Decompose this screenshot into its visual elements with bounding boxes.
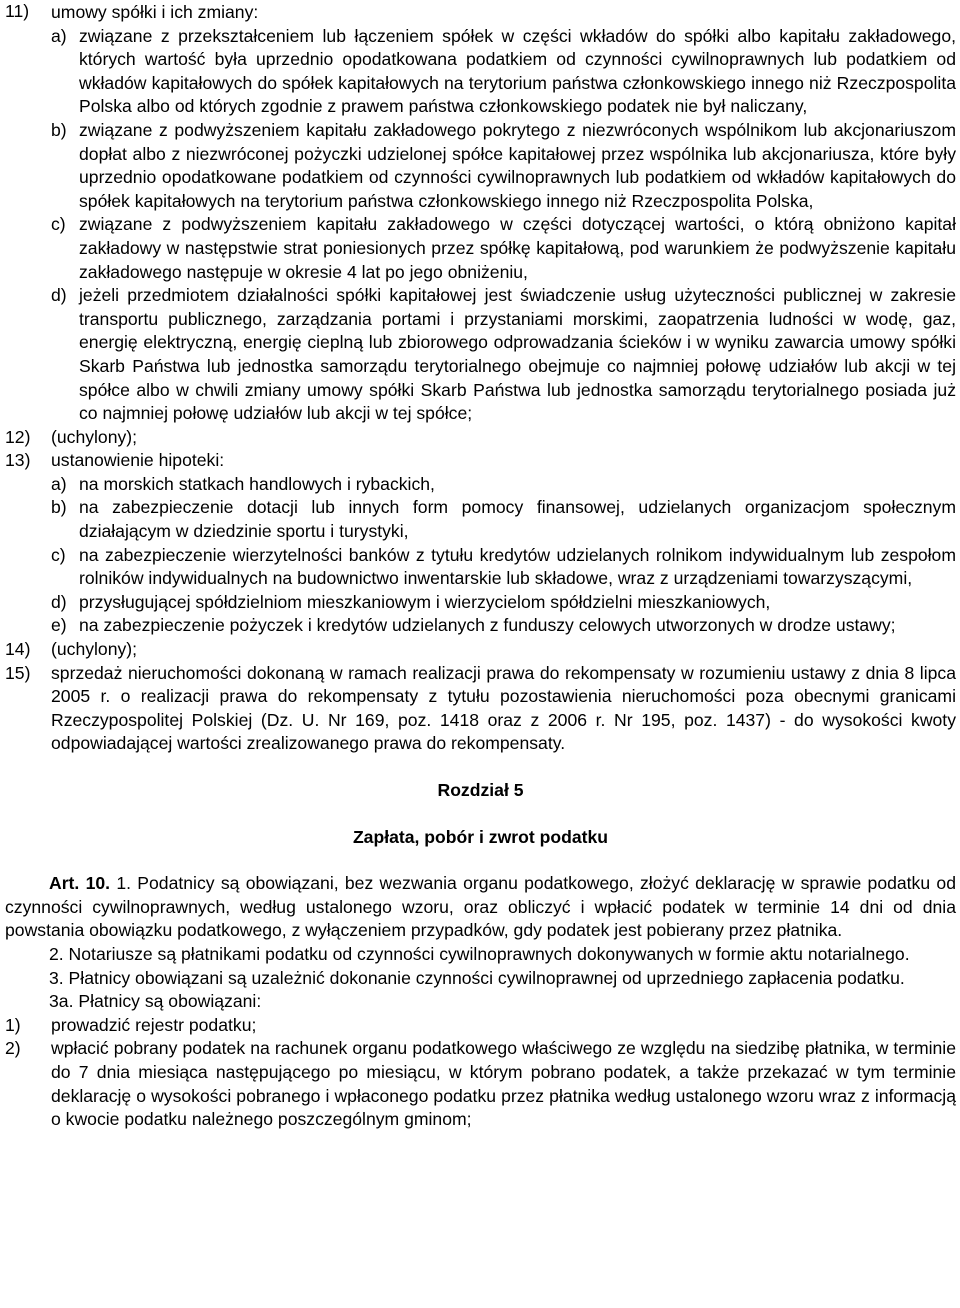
chapter-title: Zapłata, pobór i zwrot podatku: [352, 826, 609, 847]
list-item-14: [5, 638, 956, 662]
sub-item-letter: b): [51, 497, 67, 518]
sub-item-text: jeżeli przedmiotem działalności spółki kapitałowej jest świadczenie usług użyteczności publicznej w zakresie transportu publicznego, zarządzania portami i przystaniami morskimi, zaopatrzenia ludności w wodę, gaz, energię elektryczną, energię cieplną lub zbiorowego odprowadzania ścieków i w wyniku zawarcia umowy spółki Skarb Państwa lub jednostka samorządu terytorialnego obejmuje co najmniej połowę udziałów lub akcji w tej spółce albo w chwili zmiany umowy spółki Skarb Państwa lub jednostka samorządu terytorialnego posiada już co najmniej połowę udziałów lub akcji w tej spółce;: [79, 285, 956, 424]
sub-item-text: przysługującej spółdzielniom mieszkaniowym i wierzycielom spółdzielni mieszkaniowych,: [79, 591, 771, 612]
list-item-15: [5, 662, 956, 756]
sub-item-11d: [5, 284, 956, 426]
list-item-11: [5, 0, 956, 25]
sub-item-text: na morskich statkach handlowych i rybackich,: [79, 473, 435, 494]
sub-item-11b: [5, 119, 956, 213]
item-text: (uchylony);: [51, 426, 138, 447]
article-10-paragraph-2: 2. Notariusze są płatnikami podatku od czynności cywilnoprawnych dokonywanych w formie aktu notarialnego.: [49, 943, 910, 964]
article-label: Art. 10.: [49, 873, 111, 894]
sub-item-text: na zabezpieczenie pożyczek i kredytów udzielanych z funduszy celowych utworzonych w drodze ustawy;: [79, 615, 896, 636]
item-number: 13): [5, 450, 31, 471]
sub-item-text: na zabezpieczenie wierzytelności banków z tytułu kredytów udzielanych rolnikom indywidualnym lub zespołom rolników indywidualnych na budownictwo inwentarskie lub składowe, wraz z urządzeniami towarzyszącymi,: [79, 544, 956, 589]
paragraph-text: 1. Podatnicy są obowiązani, bez wezwania organu podatkowego, złożyć deklarację w sprawie podatku od czynności cywilnoprawnych, według ustalonego wzoru, oraz obliczyć i wpłacić podatek w terminie 14 dni od dnia powstania obowiązku podatkowego, z wyłączeniem przypadków, gdy podatek jest pobierany przez płatnika.: [5, 873, 956, 941]
article-10-paragraph-1: [5, 872, 956, 943]
item-text: sprzedaż nieruchomości dokonaną w ramach realizacji prawa do rekompensaty w rozumieniu ustawy z dnia 8 lipca 2005 r. o realizacji prawa do rekompensaty z tytułu pozostawienia nieruchomości poza obecnymi granicami Rzeczypospolitej Polskiej (Dz. U. Nr 169, poz. 1418 oraz z 2006 r. Nr 195, poz. 1437) - do wysokości kwoty odpowiadającej wartości zrealizowanego prawa do rekompensaty.: [51, 662, 956, 754]
sub-item-letter: e): [51, 615, 67, 636]
sub-item-letter: c): [51, 544, 66, 565]
item-number: 12): [5, 426, 31, 447]
item-number: 2): [5, 1038, 21, 1059]
item-text: (uchylony);: [51, 639, 138, 660]
sub-item-13a: [5, 473, 956, 497]
list-item-12: [5, 426, 956, 450]
sub-item-11c: [5, 213, 956, 284]
sub-item-13e: [5, 614, 956, 638]
article-10-list-item-2: [5, 1037, 956, 1131]
item-number: 1): [5, 1014, 21, 1035]
sub-item-letter: d): [51, 285, 67, 306]
item-number: 11): [5, 1, 30, 21]
item-number: 14): [5, 639, 31, 660]
item-number: 15): [5, 662, 31, 683]
article-10-paragraph-3a: 3a. Płatnicy są obowiązani:: [49, 991, 262, 1012]
sub-item-13b: [5, 496, 956, 543]
item-text: wpłacić pobrany podatek na rachunek organu podatkowego właściwego ze względu na siedzibę płatnika, w terminie do 7 dnia miesiąca następującego po miesiącu, w którym pobrano podatek, a także przekazać w tym terminie deklarację o wysokości pobranego i wpłaconego podatku przez płatnika według ustalonego wzoru wraz z informacją o kwocie podatku należnego poszczególnym gminom;: [51, 1038, 956, 1130]
sub-item-13c: [5, 544, 956, 591]
chapter-heading: Rozdział 5: [437, 780, 524, 800]
sub-item-letter: c): [51, 214, 66, 235]
sub-item-11a: [5, 25, 956, 119]
sub-item-13d: [5, 591, 956, 615]
sub-item-letter: b): [51, 119, 67, 140]
list-item-13: [5, 449, 956, 473]
article-10-paragraph-3: 3. Płatnicy obowiązani są uzależnić dokonanie czynności cywilnoprawnej od uprzedniego zapłacenia podatku.: [49, 967, 905, 988]
sub-item-letter: a): [51, 25, 67, 46]
item-text: prowadzić rejestr podatku;: [51, 1014, 257, 1035]
sub-item-text: związane z podwyższeniem kapitału zakładowego w części dotyczącej wartości, o którą obniżono kapitał zakładowy w następstwie strat poniesionych przez spółkę kapitałową, pod warunkiem że podwyższenie kapitału zakładowego następuje w okresie 4 lat po jego obniżeniu,: [79, 214, 956, 282]
item-text: ustanowienie hipoteki:: [51, 450, 225, 471]
item-text: umowy spółki i ich zmiany:: [51, 2, 259, 22]
article-10-list-item-1: [5, 1014, 956, 1038]
sub-item-text: związane z podwyższeniem kapitału zakładowego pokrytego z niezwróconych wspólnikom lub akcjonariuszom dopłat albo z niezwróconej pożyczki udzielonej spółce kapitałowej przez wspólnika lub akcjonariusza, które były uprzednio opodatkowane podatkiem od czynności cywilnoprawnych lub podatkiem od wkładów kapitałowych do spółek kapitałowych na terytorium państwa członkowskiego innego niż Rzeczpospolita Polska,: [79, 119, 956, 211]
sub-item-text: związane z przekształceniem lub łączeniem spółek w części wkładów do spółki albo kapitału zakładowego, których wartość była uprzednio opodatkowana podatkiem od czynności cywilnoprawnych lub podatkiem od wkładów kapitałowych do spółek kapitałowych na terytorium państwa członkowskiego innego niż Rzeczpospolita Polska albo od których zgodnie z prawem państwa członkowskiego podatek nie był naliczany,: [79, 25, 956, 117]
sub-item-letter: d): [51, 591, 67, 612]
sub-item-letter: a): [51, 473, 67, 494]
sub-item-text: na zabezpieczenie dotacji lub innych form pomocy finansowej, udzielanych organizacjom społecznym działającym w dziedzinie sportu i turystyki,: [79, 497, 956, 542]
